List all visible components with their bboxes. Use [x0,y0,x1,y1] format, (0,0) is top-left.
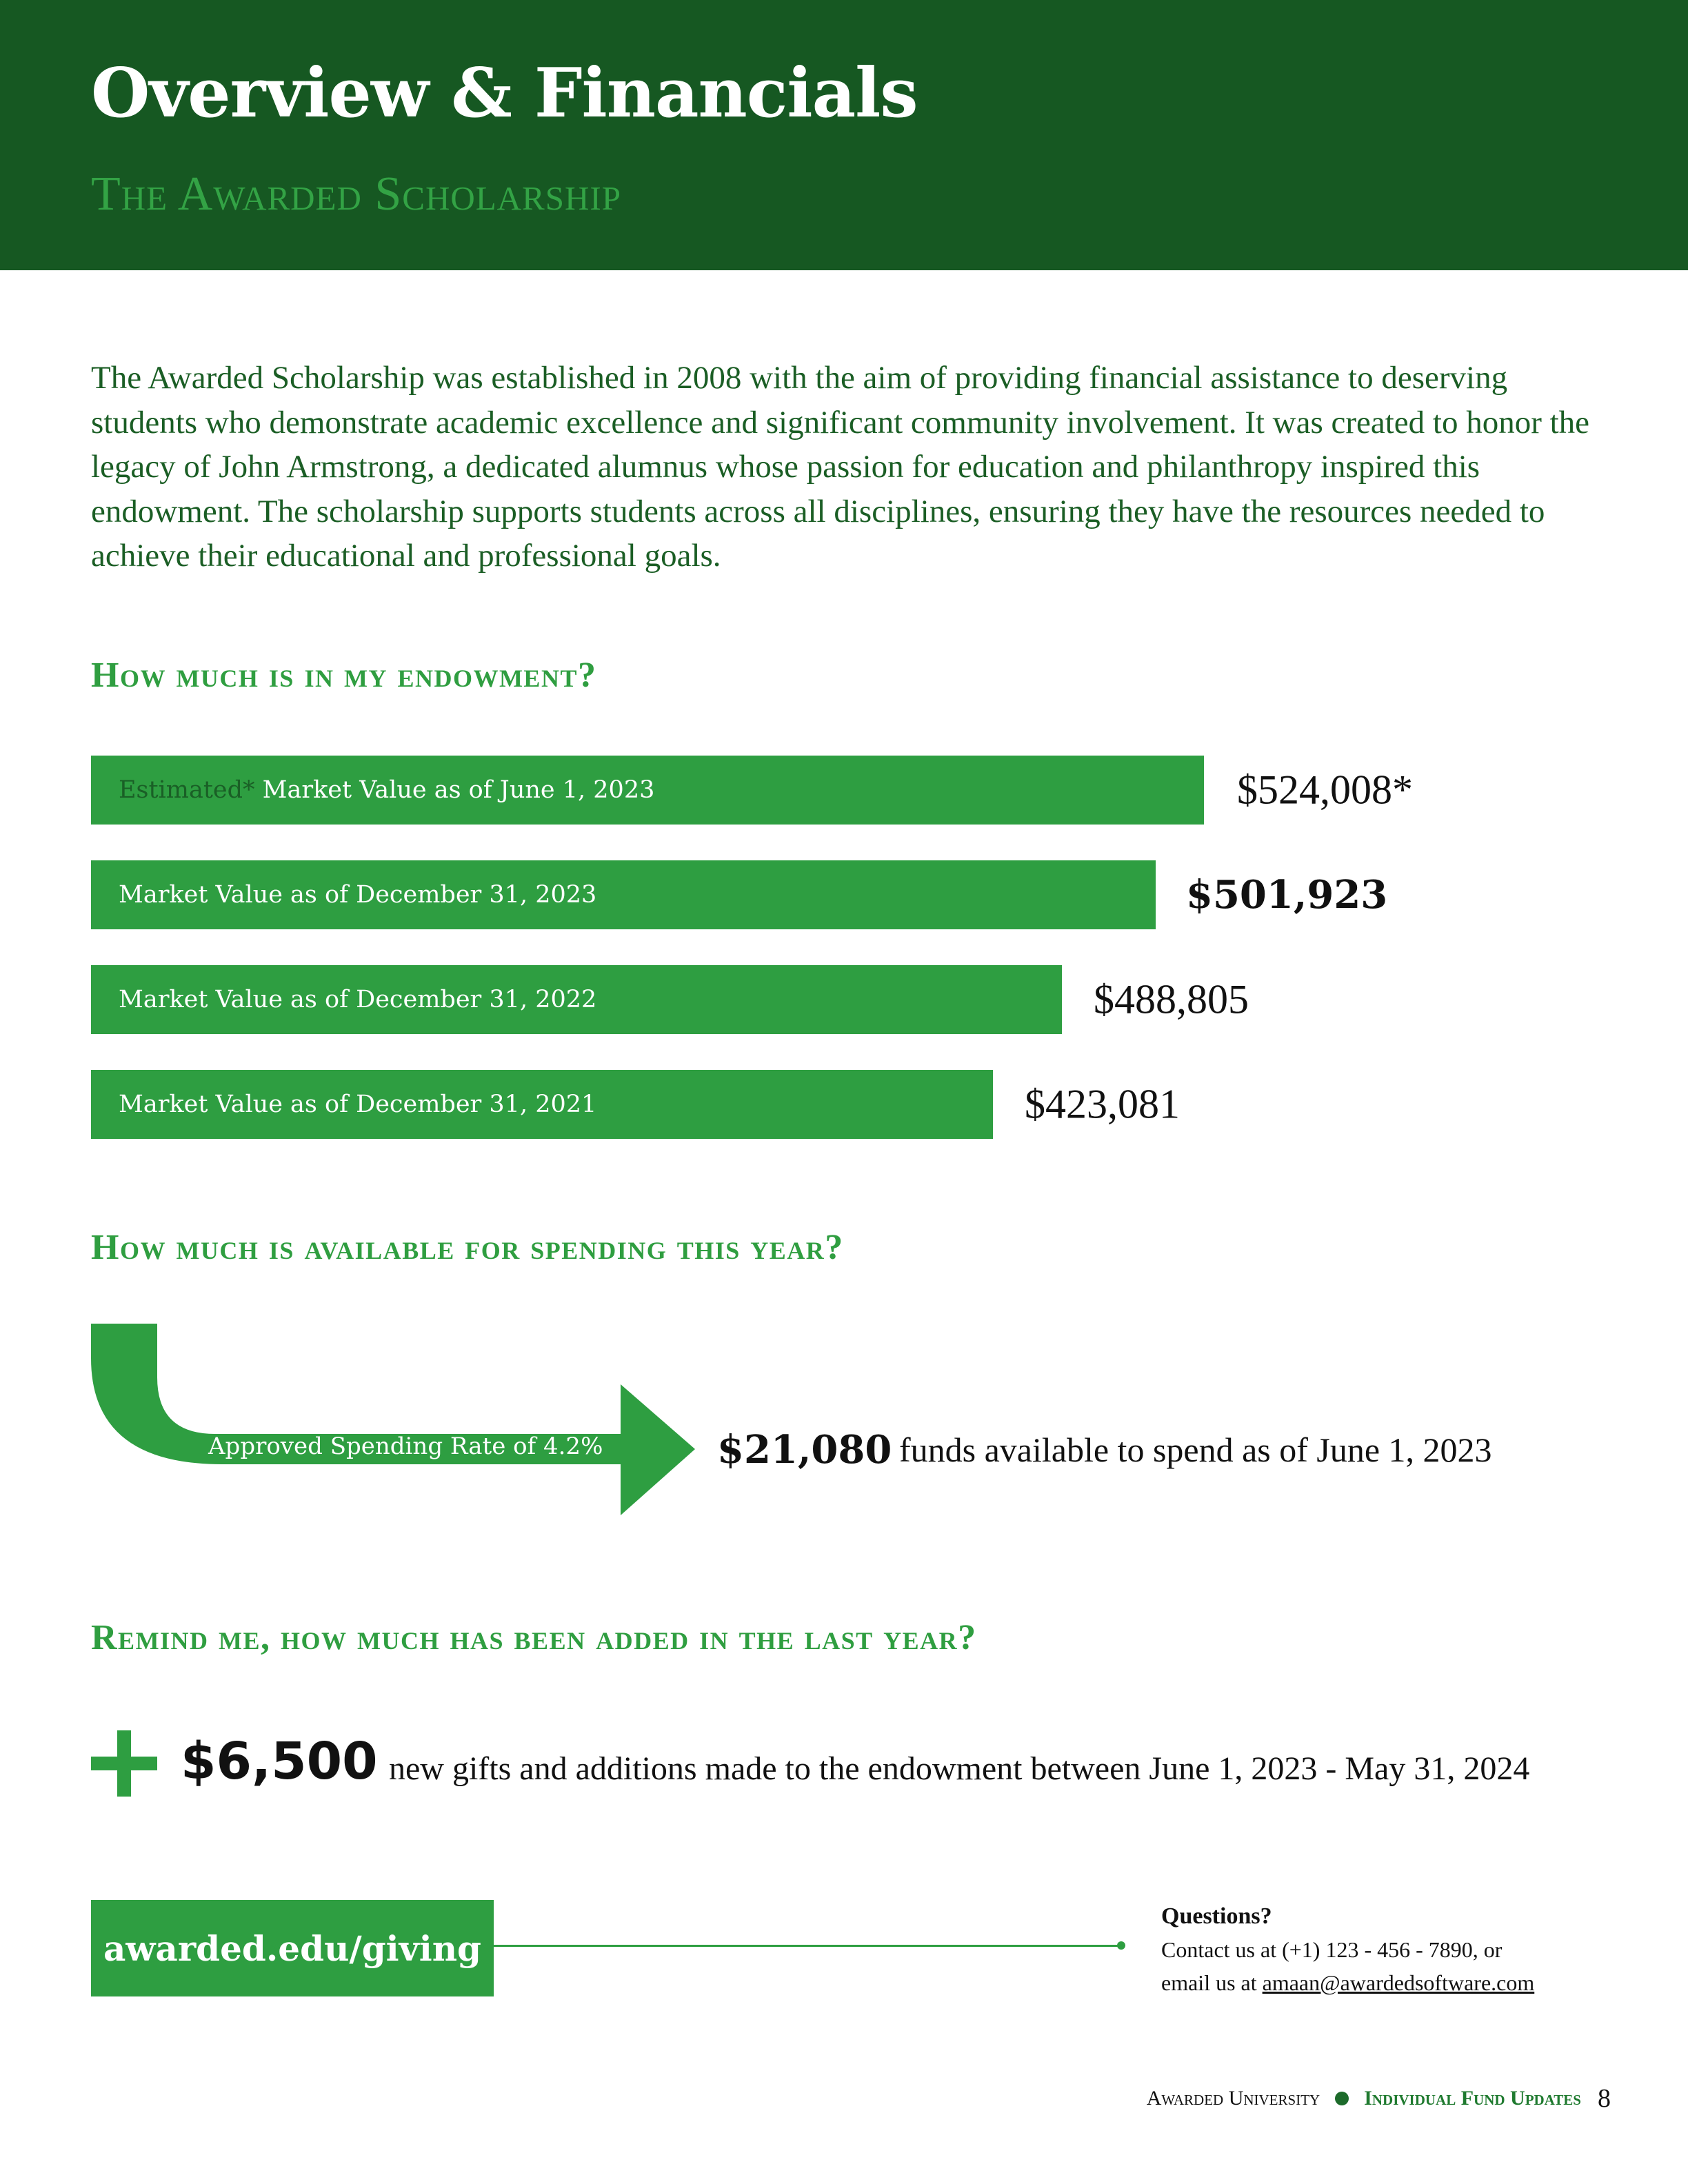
endowment-value: $488,805 [1094,976,1249,1022]
questions-title: Questions? [1161,1903,1272,1929]
additions-amount: $6,500 [181,1732,378,1791]
giving-link-button[interactable]: awarded.edu/giving [91,1900,494,1996]
estimated-note: Estimated* [119,776,255,804]
bar-label: Market Value as of December 31, 2023 [119,881,597,909]
contact-email-line: email us at amaan@awardedsoftware.com [1161,1970,1535,1995]
connector-line [494,1945,1121,1947]
bar-label: Estimated* Market Value as of June 1, 2023 [119,776,655,804]
plus-icon [91,1730,157,1797]
page-footer [1147,2083,1611,2114]
endowment-value: $524,008* [1237,767,1413,813]
page-header [0,0,1688,270]
intro-paragraph: The Awarded Scholarship was established in 2008 with the aim of providing financial assistance to deserving students who demonstrate academic excellence and significant community involvement. It was created to honor the legacy of John Armstrong, a dedicated alumnus whose passion for education and philanthropy inspired this endowment. The scholarship supports students across all disciplines, ensuring they have the resources needed to achieve their educational and professional goals. [91,360,1590,574]
additions-description: new gifts and additions made to the endowment between June 1, 2023 - May 31, 2024 [389,1750,1530,1787]
endowment-bar [91,860,1156,929]
contact-block [1161,1900,1534,1999]
page-number: 8 [1598,2084,1611,2113]
page-subtitle: The Awarded Scholarship [91,168,621,221]
endowment-bar [91,1070,993,1139]
spending-amount: $21,080 [717,1427,892,1473]
endowment-bar [91,965,1062,1034]
footer-separator-dot [1335,2092,1349,2105]
spending-arrow-icon [91,1324,698,1519]
endowment-value: $501,923 [1186,872,1388,918]
endowment-value: $423,081 [1025,1081,1180,1127]
spending-heading: How much is available for spending this year? [91,1228,844,1267]
additions-heading: Remind me, how much has been added in the last year? [91,1618,977,1657]
endowment-heading: How much is in my endowment? [91,656,597,695]
footer-org: Awarded University [1146,2087,1320,2110]
bar-label: Market Value as of December 31, 2022 [119,986,597,1013]
page-title: Overview & Financials [91,54,918,133]
spending-description: funds available to spend as of June 1, 2023 [899,1430,1492,1469]
email-link[interactable]: amaan@awardedsoftware.com [1262,1970,1535,1995]
spending-rate-label: Approved Spending Rate of 4.2% [208,1433,603,1460]
bar-label: Market Value as of December 31, 2021 [119,1091,597,1118]
endowment-bar [91,756,1204,825]
connector-dot [1117,1941,1125,1950]
footer-section: Individual Fund Updates [1364,2087,1581,2110]
contact-phone-line: Contact us at (+1) 123 - 456 - 7890, or [1161,1937,1503,1962]
